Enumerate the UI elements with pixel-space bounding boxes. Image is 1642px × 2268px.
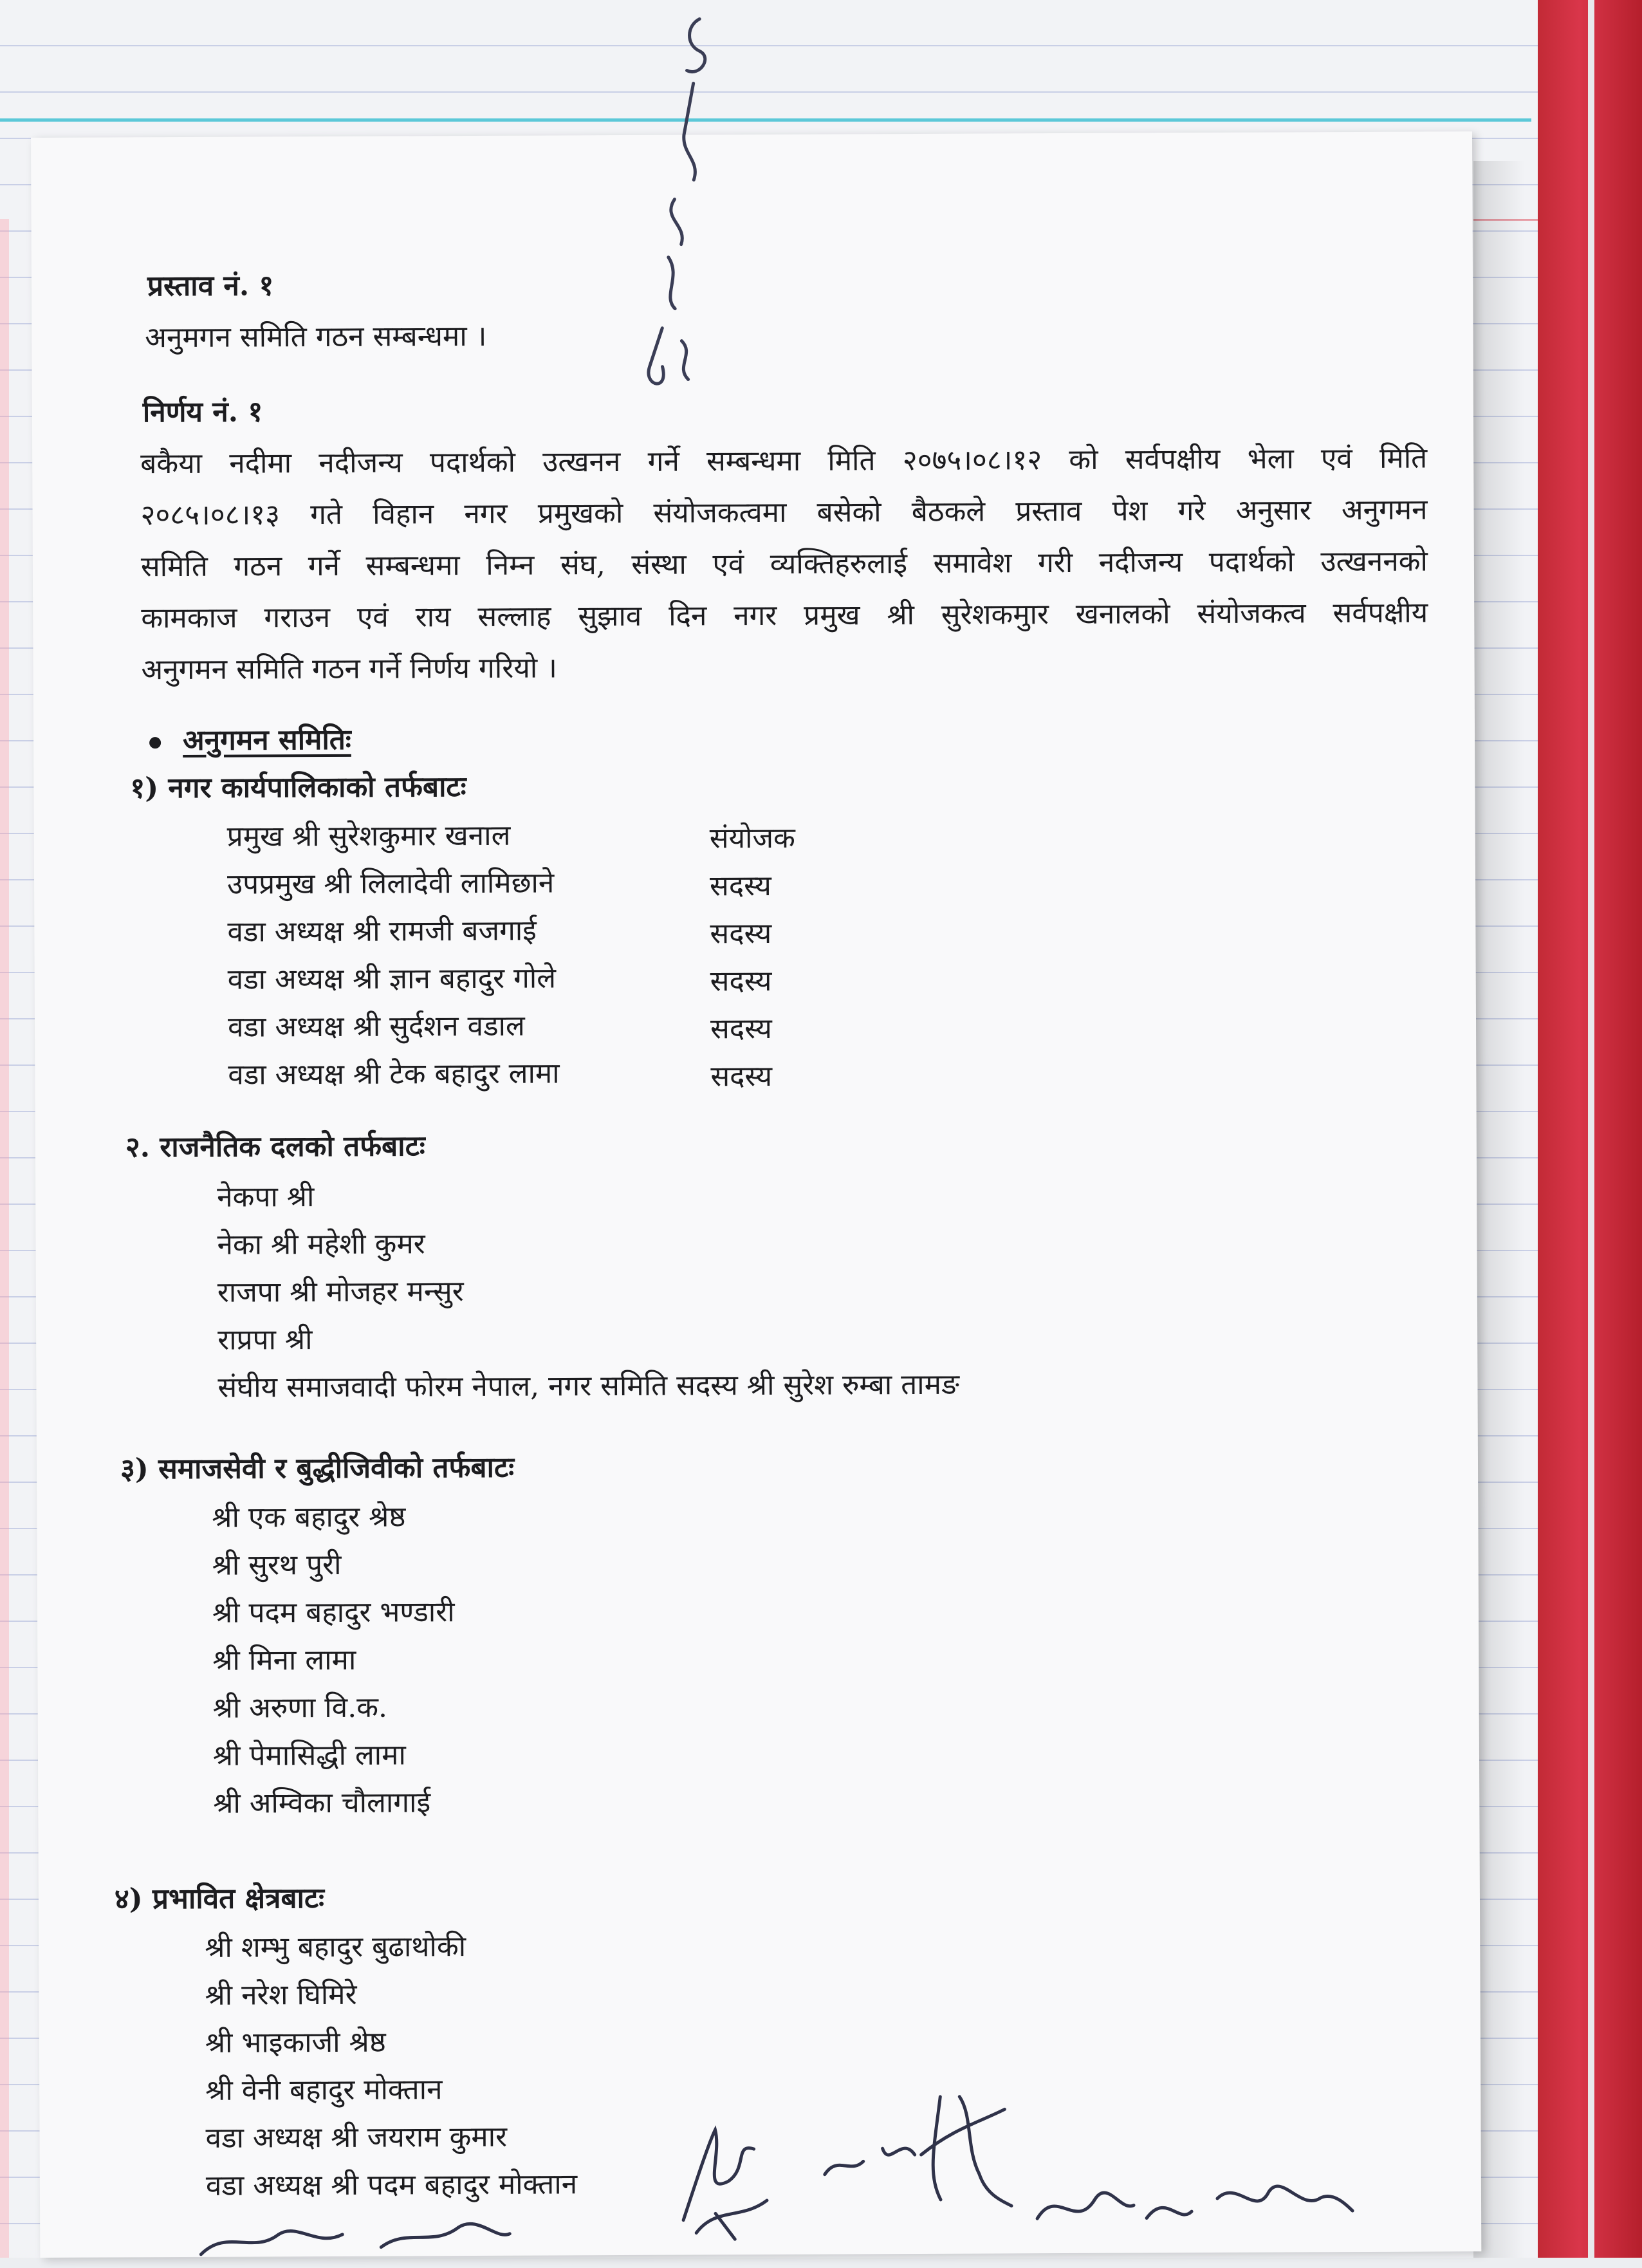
- cyan-rule: [0, 118, 1531, 122]
- member-name: श्री मिना लामा: [212, 1643, 356, 1677]
- signature-4: [188, 2208, 522, 2267]
- proposal-subject: अनुमगन समिति गठन सम्बन्धमा ।: [145, 319, 487, 355]
- decision-line: कामकाज गराउन एवं राय सल्लाह सुझाव दिन नगर प्रमुख श्री सुरेशकमुार खनालको संयोजकत्व सर्वपक्षीय: [141, 596, 1428, 635]
- member-name: राजपा श्री मोजहर मन्सुर: [217, 1275, 464, 1309]
- bullet-icon: [149, 737, 161, 748]
- member-name: वडा अध्यक्ष श्री सुर्दशन वडाल: [227, 1009, 525, 1044]
- member-name: वडा अध्यक्ष श्री पदम बहादुर मोक्तान: [205, 2168, 578, 2202]
- member-name: राप्रपा श्री: [217, 1323, 313, 1357]
- member-name: नेका श्री महेशी कुमर: [217, 1227, 425, 1261]
- section-heading: ३) समाजसेवी र बुद्धीजिवीको तर्फबाटः: [120, 1451, 515, 1486]
- member-name: उपप्रमुख श्री लिलादेवी लामिछाने: [226, 866, 555, 901]
- member-name: श्री वेनी बहादुर मोक्तान: [205, 2073, 443, 2107]
- member-name: वडा अध्यक्ष श्री टेक बहादुर लामा: [228, 1057, 560, 1092]
- member-name: श्री पदम बहादुर भण्डारी: [212, 1595, 455, 1630]
- member-role: सदस्य: [710, 916, 772, 951]
- margin-line: [0, 219, 9, 2258]
- signature-1: [657, 2104, 799, 2246]
- member-role: सदस्य: [710, 1059, 773, 1093]
- member-role: सदस्य: [710, 1012, 772, 1046]
- decision-line: अनुगमन समिति गठन गर्ने निर्णय गरियो ।: [141, 651, 557, 687]
- member-role: सदस्य: [710, 964, 772, 998]
- member-role: संयोजक: [709, 821, 795, 855]
- member-name: श्री अरुणा वि.क.: [212, 1691, 388, 1725]
- committee-title: अनुगमन समितिः: [182, 723, 351, 757]
- member-name: प्रमुख श्री सुरेशकुमार खनाल: [226, 819, 511, 853]
- decision-paragraph: [140, 433, 1428, 696]
- member-name: श्री अम्विका चौलागाई: [213, 1786, 431, 1820]
- member-name: वडा अध्यक्ष श्री ज्ञान बहादुर गोले: [227, 962, 557, 996]
- member-name: नेकपा श्री: [217, 1180, 315, 1214]
- decision-line: बकैया नदीमा नदीजन्य पदार्थको उत्खनन गर्ने सम्बन्धमा मिति २०७५।०८।१२ को सर्वपक्षीय भेला एवं मिति: [140, 442, 1428, 481]
- decision-heading: निर्णय नं. १: [142, 395, 263, 429]
- decision-line: समिति गठन गर्ने सम्बन्धमा निम्न संघ, संस्था एवं व्यक्तिहरुलाई समावेश गरी नदीजन्य पदार्थको उत्खननको: [140, 544, 1428, 584]
- member-name: श्री भाइकाजी श्रेष्ठ: [205, 2025, 386, 2059]
- signature-3: [1024, 2140, 1360, 2257]
- member-name: श्री सुरथ पुरी: [212, 1548, 342, 1582]
- member-name: श्री शम्भु बहादुर बुढाथोकी: [205, 1930, 466, 1964]
- page-shadow: [1473, 161, 1525, 2258]
- decision-line: २०८५।०८।१३ गते विहान नगर प्रमुखको संयोजकत्वमा बसेको बैठकले प्रस्ताव पेश गरे अनुसार अनुगमन: [140, 493, 1428, 532]
- signature-2: [811, 2070, 1018, 2226]
- member-name: श्री एक बहादुर श्रेष्ठ: [212, 1500, 406, 1534]
- member-name: वडा अध्यक्ष श्री जयराम कुमार: [205, 2120, 508, 2155]
- document-sheet: [31, 131, 1481, 2258]
- binding-edge: [1588, 0, 1594, 2258]
- section-heading: १) नगर कार्यपालिकाको तर्फबाटः: [130, 770, 466, 805]
- section-heading: ४) प्रभावित क्षेत्रबाटः: [114, 1882, 325, 1916]
- member-name: संघीय समाजवादी फोरम नेपाल, नगर समिति सदस्य श्री सुरेश रुम्बा तामङ: [217, 1368, 960, 1404]
- member-name: श्री नरेश घिमिरे: [205, 1978, 357, 2012]
- handwritten-annotation: [622, 6, 753, 405]
- section-heading: २. राजनैतिक दलको तर्फबाटः: [125, 1129, 425, 1164]
- proposal-heading: प्रस्ताव नं. १: [147, 269, 274, 303]
- member-role: सदस्य: [709, 869, 771, 903]
- member-name: श्री पेमासिद्धी लामा: [212, 1738, 406, 1772]
- member-name: वडा अध्यक्ष श्री रामजी बजगाई: [227, 914, 537, 949]
